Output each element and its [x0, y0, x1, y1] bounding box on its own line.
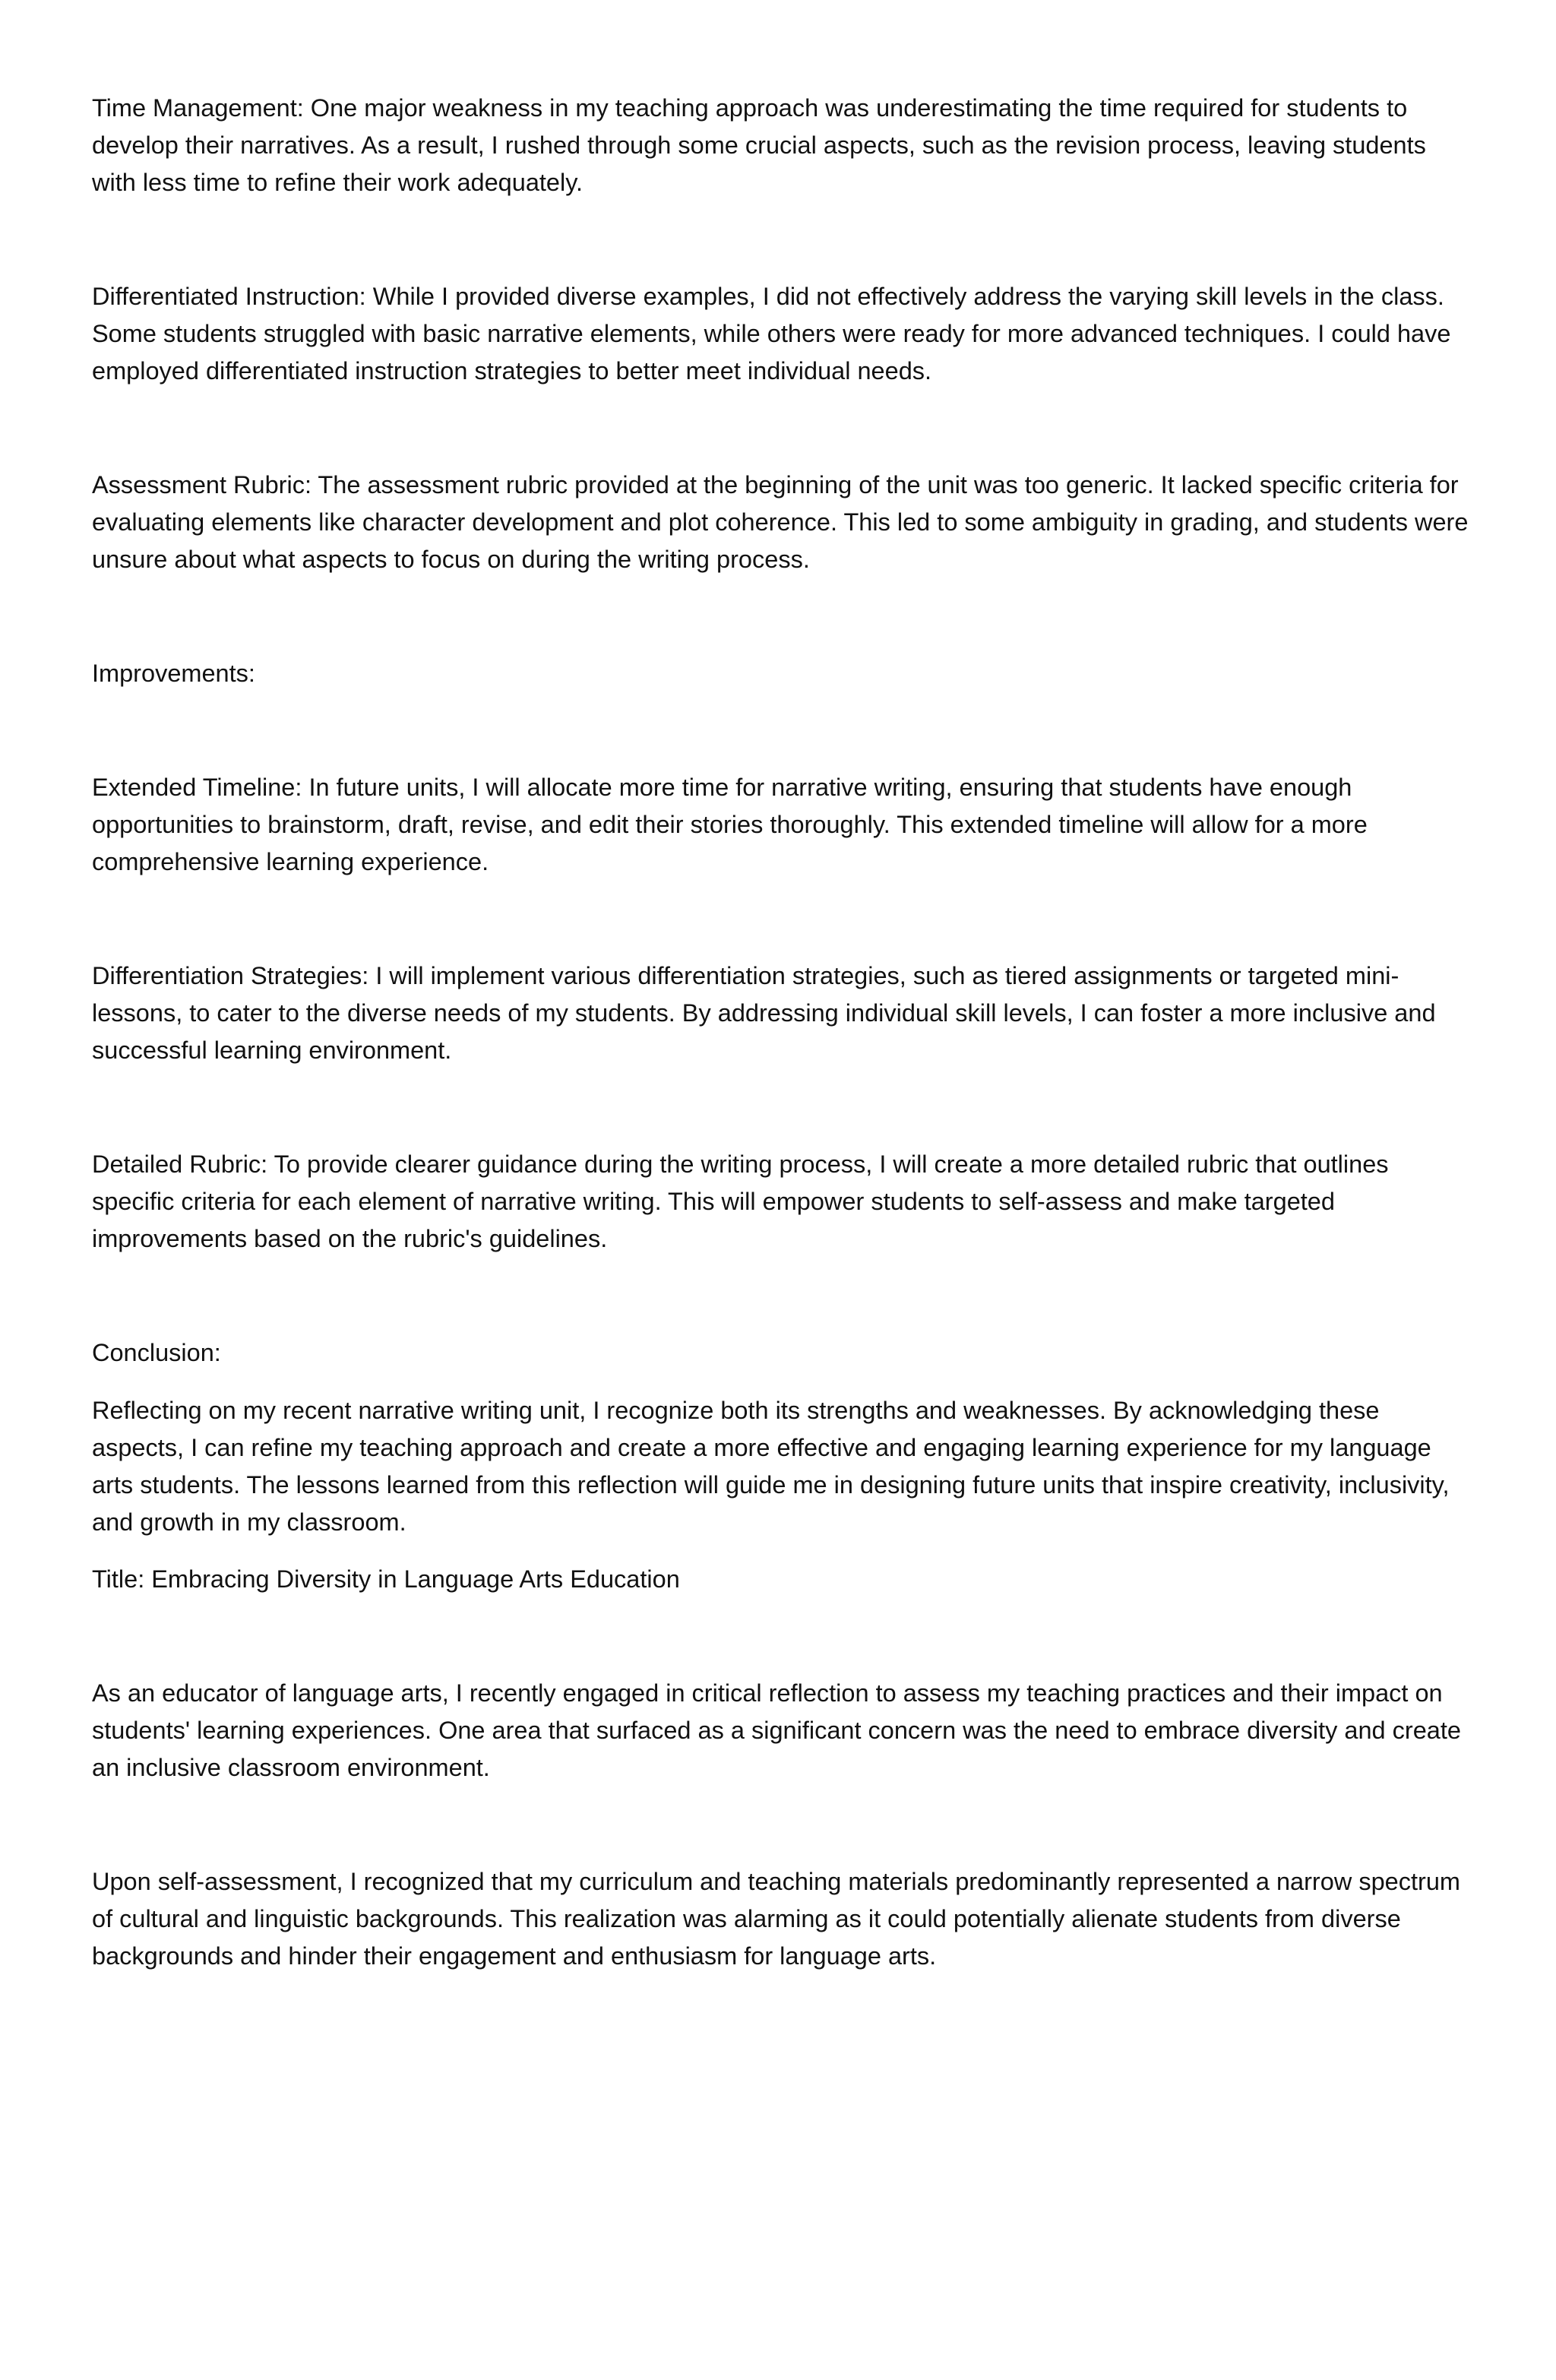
paragraph-extended-timeline: Extended Timeline: In future units, I will allocate more time for narrative writing, ensuring that students have enough opportunities to brainstorm, draft, revise, and edit their stories thoroughly. This extended timeline will allow for a more comprehensive learning experience.: [92, 774, 1368, 875]
paragraph-differentiated-instruction: Differentiated Instruction: While I provided diverse examples, I did not effectively address the varying skill levels in the class. Some students struggled with basic narrative elements, while others were ready for more advanced techniques. I could have employed differentiated instruction strategies to better meet individual needs.: [92, 283, 1451, 385]
heading-improvements: Improvements:: [92, 660, 255, 687]
paragraph-assessment-rubric: Assessment Rubric: The assessment rubric provided at the beginning of the unit was too generic. It lacked specific criteria for evaluating elements like character development and plot coherence. This led to some ambiguity in grading, and students were unsure about what aspects to focus on during the writing process.: [92, 471, 1469, 573]
heading-conclusion: Conclusion:: [92, 1339, 221, 1366]
paragraph-self-assessment: Upon self-assessment, I recognized that my curriculum and teaching materials predominantly represented a narrow spectrum of cultural and linguistic backgrounds. This realization was alarming as it could potentially alienate students from diverse backgrounds and hinder their engagement and enthusiasm for language arts.: [92, 1868, 1460, 1970]
paragraph-detailed-rubric: Detailed Rubric: To provide clearer guidance during the writing process, I will create a more detailed rubric that outlines specific criteria for each element of narrative writing. This will empower students to self-assess and make targeted improvements based on the rubric's guidelines.: [92, 1150, 1389, 1252]
title-embracing-diversity: Title: Embracing Diversity in Language Arts Education: [92, 1565, 680, 1593]
paragraph-educator-reflection: As an educator of language arts, I recently engaged in critical reflection to assess my teaching practices and their impact on students' learning experiences. One area that surfaced as a significant concern was the need to embrace diversity and create an inclusive classroom environment.: [92, 1679, 1461, 1781]
paragraph-conclusion: Reflecting on my recent narrative writing unit, I recognize both its strengths and weaknesses. By acknowledging these aspects, I can refine my teaching approach and create a more effective and engaging learning experience for my language arts students. The lessons learned from this reflection will guide me in designing future units that inspire creativity, inclusivity, and growth in my classroom.: [92, 1397, 1450, 1536]
paragraph-time-management: Time Management: One major weakness in my teaching approach was underestimating the time required for students to develop their narratives. As a result, I rushed through some crucial aspects, such as the revision process, leaving students with less time to refine their work adequately.: [92, 94, 1426, 196]
paragraph-differentiation-strategies: Differentiation Strategies: I will implement various differentiation strategies, such as tiered assignments or targeted mini-lessons, to cater to the diverse needs of my students. By addressing individual skill levels, I can foster a more inclusive and successful learning environment.: [92, 962, 1436, 1064]
